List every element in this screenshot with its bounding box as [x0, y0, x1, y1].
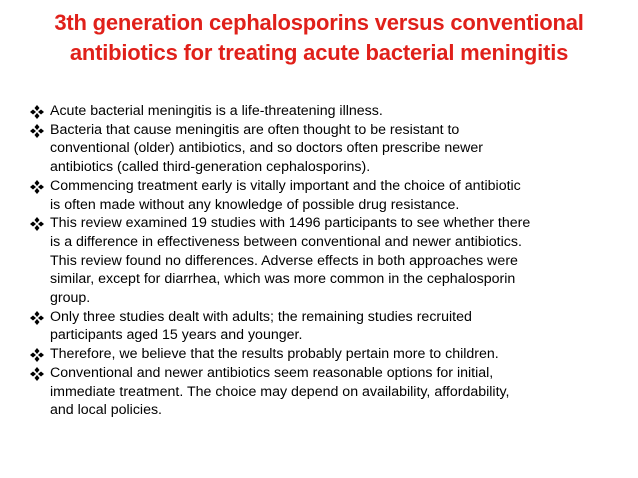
four-diamond-bullet-icon — [30, 124, 44, 138]
bullet-item — [30, 121, 630, 177]
four-diamond-bullet-icon — [30, 348, 44, 362]
bullet-list — [30, 102, 630, 420]
bullet-item — [30, 308, 630, 345]
bullet-text-line: immediate treatment. The choice may depend on availability, affordability, — [50, 383, 510, 400]
bullet-text-line: Therefore, we believe that the results probably pertain more to children. — [50, 346, 499, 363]
four-diamond-bullet-icon — [30, 105, 44, 119]
bullet-text-line: conventional (older) antibiotics, and so doctors often prescribe newer — [50, 140, 483, 157]
bullet-text-line: participants aged 15 years and younger. — [50, 327, 303, 344]
bullet-text-line: Acute bacterial meningitis is a life-threatening illness. — [50, 103, 383, 119]
bullet-text-line: is a difference in effectiveness between conventional and newer antibiotics. — [50, 233, 522, 250]
slide-title — [8, 8, 630, 68]
bullet-text-line: Conventional and newer antibiotics seem reasonable options for initial, — [50, 364, 494, 381]
bullet-item — [30, 177, 630, 214]
slide-title-line: antibiotics for treating acute bacterial meningitis — [69, 40, 569, 65]
bullet-item — [30, 102, 630, 121]
bullet-text-line: group. — [50, 290, 91, 307]
four-diamond-bullet-icon — [30, 311, 44, 325]
bullet-text-line: Bacteria that cause meningitis are often thought to be resistant to — [50, 121, 460, 138]
bullet-text-line: This review found no differences. Adverse effects in both approaches were — [50, 252, 518, 269]
bullet-item — [30, 364, 630, 420]
four-diamond-bullet-icon — [30, 180, 44, 194]
bullet-text-line: and local policies. — [50, 402, 162, 419]
bullet-text-line: Commencing treatment early is vitally important and the choice of antibiotic — [50, 177, 521, 194]
bullet-text-line: similar, except for diarrhea, which was more common in the cephalosporin — [50, 271, 516, 288]
bullet-text-line: antibiotics (called third-generation cephalosporins). — [50, 159, 371, 176]
four-diamond-bullet-icon — [30, 217, 44, 231]
bullet-text-line: Only three studies dealt with adults; the remaining studies recruited — [50, 308, 472, 325]
four-diamond-bullet-icon — [30, 367, 44, 381]
slide-title-line: 3th generation cephalosporins versus conventional — [54, 10, 584, 35]
bullet-item — [30, 345, 630, 364]
bullet-text-line: This review examined 19 studies with 1496 participants to see whether there — [50, 215, 531, 232]
bullet-text-line: is often made without any knowledge of possible drug resistance. — [50, 196, 460, 213]
bullet-item — [30, 214, 630, 308]
